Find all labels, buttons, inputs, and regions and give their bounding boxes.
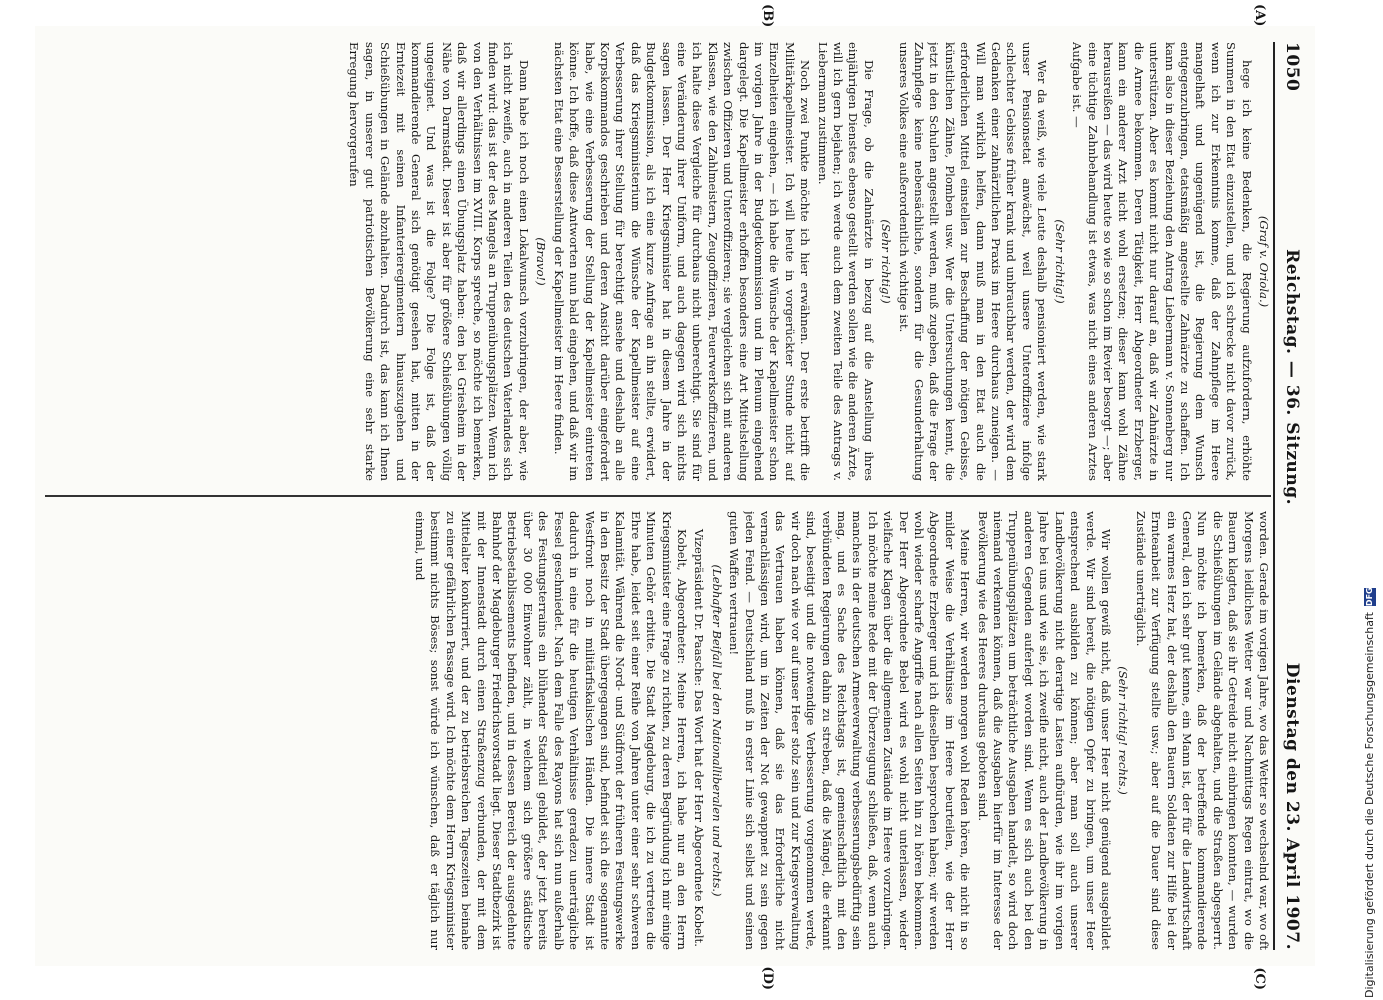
interjection: (Sehr richtig!) [879, 219, 894, 304]
margin-letter-c: (C) [1252, 967, 1267, 990]
rotated-document [35, 4, 1315, 990]
credit-text: Digitalisierung gefördert durch die Deutsche Forschungsgemeinschaft [1363, 612, 1376, 998]
dfg-logo: DFG [1364, 587, 1374, 607]
paragraph: Wir wollen gewiß nicht, daß unser Heer nicht genügend ausgebildet werde. Wir sind bereit, die nötigen Opfer zu bringen, um unser Heer entsprechend ausbilden zu können; aber man soll auch unserer Landbevölkerung nicht derartige Lasten aufbürden, wie ihr im vorigen Jahre bei uns und wie sie, ich zweifle nicht, auch der Landbevölkerung in anderen Gegenden auferlegt worden sind. Wenn es sich auch bei den Truppenübungsplätzen um beträchtliche Ausgaben handelt, so wird doch niemand verkennen können, daß die Ausgaben hierfür im Interesse der Bevölkerung wie des Heeres durchaus geboten sind. [975, 511, 1113, 950]
page-header [1279, 42, 1305, 950]
paragraph: Kobelt, Abgeordneter: Meine Herren, ich habe nur an den Herrn Kriegsminister eine Frage zu richten, zu deren Begründung ich mir einige Minuten Gehör erbitte. Die Stadt Magdeburg, die ich zu vertreten die Ehre habe, leidet seit einer Reihe von Jahren unter einer sehr schweren Kalamität. Während die Nord- und Südfront der früheren Festungswerke in den Besitz der Stadt übergegangen sind, befindet sich die sogenannte Westfront noch in militärfiskalischen Händen. Die innere Stadt ist dadurch in eine für die heutigen Verhältnisse geradezu unerträgliche Fessel geschmiedet. Nach dem Falle des Rayons hat sich nun außerhalb des Festungsterrains ein blühender Stadtteil gebildet, der jetzt bereits über 30 000 Einwohner zählt, in welchem sich größere städtische Betriebsetablissements befinden, und in dessen Bereich der ausgedehnte Bahnhof der Magdeburger Friedrichsvorstadt liegt. Dieser Stadtbezirk ist mit der Innenstadt durch einen Straßenzug verbunden, der mit dem Mittelalter konkurriert, und der zu betriebsreichen Tageszeiten beinahe zu einer gefährlichen Passage wird. Ich möchte dem Herrn Kriegsminister bestimmt nichts Böses; sonst würde ich wünschen, daß er täglich nur einmal, und [413, 511, 689, 950]
margin-letter-d: (D) [760, 966, 775, 990]
margin-letter-a: (A) [1252, 4, 1267, 27]
interjection: (Lebhafter Beifall bei den Nationalliberalen und rechts.) [709, 564, 724, 897]
margin-letter-b: (B) [760, 4, 775, 28]
paragraph: Dann habe ich noch einen Lokalwunsch vorzubringen, der aber, wie ich nicht zweifle, auch in anderen Teilen des deutschen Vaterlandes sich finden wird: das ist der des Mangels an Truppenübungsplätzen. Wenn ich von den Verhältnissen im XVIII. Korps spreche, so möchte ich bemerken, daß wir allerdings einen Übungsplatz haben: den bei Griesheim in der Nähe von Darmstadt. Dieser ist aber für größere Schießübungen völlig ungeeignet. Und was ist die Folge? Die Folge ist, daß der kommandierende General sich genötigt gesehen hat, mitten in der Erntezeit mit seinen Infanterieregimentern hinauszugehen und Schießübungen in Gelände abzuhalten. Dadurch ist, das kann ich Ihnen sagen, in unserer gut patriotischen Bevölkerung eine sehr starke Erregung hervorgerufen [347, 42, 531, 481]
header-rule [1273, 42, 1275, 950]
left-column [45, 42, 1271, 481]
interjection: (Sehr richtig!) [1052, 219, 1067, 304]
paragraph: Meine Herren, wir werden morgen wohl Reden hören, die nicht in so milder Weise die Verhältnisse im Heere beurteilen, wie der Herr Abgeordnete Erzberger und ich dieselben besprochen haben; wir werden wohl wieder scharfe Angriffe nach allen Seiten hin zu hören bekommen. Der Herr Abgeordnete Bebel wird es wohl nicht unterlassen, wieder vielfache Klagen über die allgemeinen Zustände im Heere vorzubringen. Ich möchte meine Rede mit der Überzeugung schließen, daß, wenn auch manches in der deutschen Armeeverwaltung verbesserungsbedürftig sein mag, und es Sache des Reichstags ist, gemeinschaftlich mit den verbündeten Regierungen dahin zu streben, daß die Mängel, die erkannt sind, beseitigt und die notwendige Verbesserung vorgenommen werde, wir doch nach wie vor auf unser Heer stolz sein und zur Kriegsverwaltung das Vertrauen haben können, daß sie das Erforderliche nicht vernachlässigen wird, um in Zeiten der Not gewappnet zu sein gegen jeden Feind. — Deutschland muß in erster Linie sich selbst und seinen guten Waffen vertrauen! [727, 511, 973, 950]
paragraph: Die Frage, ob die Zahnärzte in bezug auf die Anstellung ihres einjährigen Dienstes ebenso gestellt werden sollen wie die anderen Ärzte, will ich gern bejahen; ich werde auch dem zweiten Teile des Antrags v. Liebermann zustimmen. [815, 42, 876, 481]
column-divider [45, 495, 1271, 497]
session-title: Reichstag. — 36. Sitzung. [1282, 249, 1302, 506]
paragraph: Vizepräsident Dr. Paasche: Das Wort hat der Herr Abgeordnete Kobelt. [692, 529, 707, 947]
right-column [45, 511, 1271, 950]
text-columns [45, 42, 1271, 950]
paragraph: Noch zwei Punkte möchte ich hier erwähnen. Der erste betrifft die Militärkapellmeister. Ich will heute in vorgerückter Stunde nicht auf Einzelheiten eingehen, — ich habe die Wünsche der Kapellmeister schon im vorigen Jahre in der Budgetkommission und im Plenum eingehend dargelegt. Die Kapellmeister erhoffen besonders eine Art Mittelstellung zwischen Offizieren und Unteroffizieren; sie vergleichen sich mit anderen Klassen, wie den Zahlmeistern, Zeugoffizieren, Feuerwerksoffizieren, und ich halte diese Vergleiche für durchaus nicht unberechtigt. Sie sind für eine Veränderung ihrer Uniform, und auch dagegen wird sich nichts sagen lassen. Der Herr Kriegsminister hat in diesem Jahre in der Budgetkommission, als ich eine kurze Anfrage an ihn stellte, erwidert, daß das Kriegsministerium die Wünsche der Kapellmeister auf eine Verbesserung ihrer Stellung für berechtigt ansehe und deshalb an alle Korpskommandos geschrieben und deren Ansicht darüber eingefordert habe, wie eine Verbesserung der Stellung der Kapellmeister eintreten könne. Ich hoffe, daß diese Antworten nun bald eingehen, und daß wir im nächsten Etat eine Besserstellung der Kapellmeister im Heere finden. [551, 42, 813, 481]
paragraph: Wer da weiß, wie viele Leute deshalb pensioniert werden, wie stark unser Pensionsetat anwächst, weil unsere Unteroffiziere infolge schlechter Gebisse früher krank und unbrauchbar werden, der wird dem Gedanken einer zahnärztlichen Praxis im Heere durchaus zuneigen. — Will man wirklich helfen, dann muß man in den Etat auch die erforderlichen Mittel einstellen zur Beschaffung der nötigen Gebisse, künstlichen Zähne, Plomben usw. Wer die Untersuchungen kennt, die jetzt in den Schulen angestellt werden, muß zugeben, daß die Frage der Zahnpflege keine nebensächliche, sondern für die Gesunderhaltung unseres Volkes eine außerordentlich wichtige ist. [896, 42, 1050, 481]
digitization-credit [1363, 588, 1376, 998]
interjection: (Sehr richtig! rechts.) [1116, 666, 1131, 795]
paragraph: worden. Gerade im vorigen Jahre, wo das Wetter so wechselnd war, wo oft Morgens leidliches Wetter war und Nachmittags Regen eintrat, wo die Bauern klagten, daß sie ihr Getreide nicht einbringen konnten, — wurden die Schießübungen im Gelände abgehalten, und die Straßen abgesperrt. Nun möchte ich bemerken, daß der betreffende kommandierende General, den ich sehr gut kenne, ein Mann ist, der für die Landwirtschaft ein warmes Herz hat, der deshalb den Bauern Soldaten zur Hilfe bei der Ernteanbeit zur Verfügung stellte usw.; aber auf die Dauer sind diese Zustände unerträglich. [1133, 511, 1271, 950]
session-date: Dienstag den 23. April 1907. [1282, 662, 1302, 950]
paragraph: hege ich keine Bedenken, die Regierung aufzufordern, erhöhte Summen in den Etat einzustellen, und ich schrecke nicht davor zurück, wenn ich zur Erkenntnis komme, daß der Zahnpflege im Heere mangelhaft und ungenügend ist, die Regierung dem Wunsch entgegenzubringen, etatsmäßig angestellte Zahnärzte zu schaffen. Ich kann also in dieser Beziehung den Antrag Liebermann v. Sonnenberg nur unterstützen. Aber es kommt nicht nur darauf an, daß wir Zahnärzte in die Armee bekommen. Deren Tätigkeit, Herr Abgeordneter Erzberger, kann ein anderer Arzt nicht wohl ersetzen; dieser kann wohl Zähne herausreißen — das wird heute so wie so schon im Revier besorgt —; aber eine tüchtige Zahnbehandlung ist etwas, was nicht eines anderen Arztes Aufgabe ist. — [1070, 42, 1254, 481]
page-number: 1050 [1282, 42, 1302, 92]
interjection: (Graf v. Oriola.) [1257, 215, 1271, 308]
interjection: (Bravo!) [534, 237, 549, 286]
